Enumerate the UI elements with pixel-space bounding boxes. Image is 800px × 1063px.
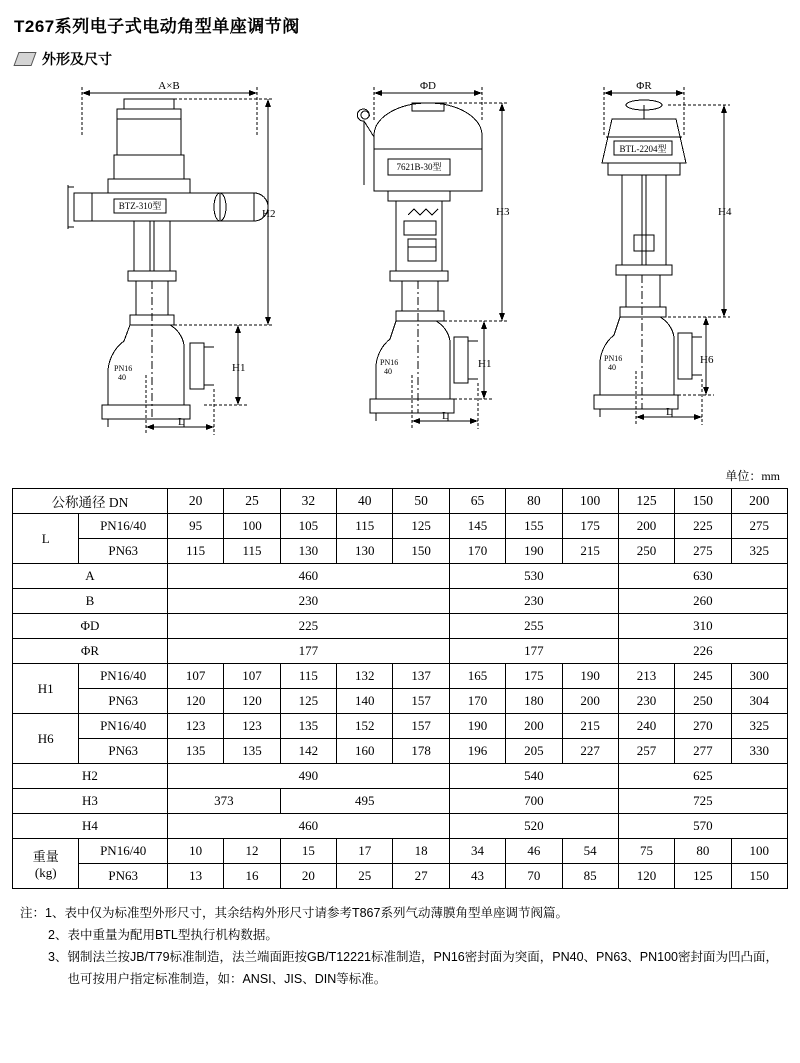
row-sublabel-h6-pn63: PN63 xyxy=(79,739,168,764)
cell-a-group3: 630 xyxy=(618,564,787,589)
cell-l-pn63-80: 190 xyxy=(506,539,562,564)
table-row-h6-pn1640 xyxy=(13,714,788,739)
cell-l-pn1640-80: 155 xyxy=(506,514,562,539)
figure-middle-top-dim: ΦD xyxy=(420,80,436,92)
cell-h1-pn63-125: 230 xyxy=(618,689,674,714)
cell-l-pn63-40: 130 xyxy=(337,539,393,564)
cell-l-pn63-20: 115 xyxy=(167,539,223,564)
cell-weight-pn63-25: 16 xyxy=(224,864,280,889)
cell-l-pn1640-200: 275 xyxy=(731,514,787,539)
row-label-l: L xyxy=(13,514,79,564)
row-label-weight-line2: (kg) xyxy=(34,865,57,880)
cell-h6-pn1640-40: 152 xyxy=(337,714,393,739)
row-label-h1: H1 xyxy=(13,664,79,714)
cell-h1-pn1640-65: 165 xyxy=(449,664,505,689)
row-label-phid: ΦD xyxy=(13,614,168,639)
figure-left-actuator-label: BTZ-310型 xyxy=(118,201,162,211)
cell-h6-pn1640-32: 135 xyxy=(280,714,336,739)
drawings-area xyxy=(12,75,788,465)
cell-h1-pn1640-20: 107 xyxy=(167,664,223,689)
table-header-dn-65: 65 xyxy=(449,489,505,514)
table-header-dn-25: 25 xyxy=(224,489,280,514)
cell-h1-pn63-200: 304 xyxy=(731,689,787,714)
cell-h6-pn63-80: 205 xyxy=(506,739,562,764)
row-label-b: B xyxy=(13,589,168,614)
cell-weight-pn1640-65: 34 xyxy=(449,839,505,864)
table-header-row xyxy=(13,489,788,514)
specifications-table xyxy=(12,488,788,889)
table-header-dn-20: 20 xyxy=(167,489,223,514)
cell-b-group2: 230 xyxy=(449,589,618,614)
table-row-h6-pn63 xyxy=(13,739,788,764)
cell-weight-pn1640-80: 46 xyxy=(506,839,562,864)
cell-weight-pn1640-100: 54 xyxy=(562,839,618,864)
table-row-h1-pn1640 xyxy=(13,664,788,689)
figure-left-flange-label: PN16 xyxy=(114,364,133,373)
cell-h1-pn63-65: 170 xyxy=(449,689,505,714)
note-number-1: 1、 xyxy=(45,906,65,920)
table-row-h4 xyxy=(13,814,788,839)
figure-left-dim-l: L xyxy=(178,416,185,428)
cell-h6-pn63-100: 227 xyxy=(562,739,618,764)
cell-h6-pn1640-150: 270 xyxy=(675,714,731,739)
cell-l-pn1640-100: 175 xyxy=(562,514,618,539)
row-sublabel-h1-pn63: PN63 xyxy=(79,689,168,714)
section-header xyxy=(16,49,788,69)
cell-h6-pn63-50: 178 xyxy=(393,739,449,764)
cell-weight-pn63-200: 150 xyxy=(731,864,787,889)
figure-left xyxy=(62,75,312,455)
row-sublabel-h6-pn1640: PN16/40 xyxy=(79,714,168,739)
table-row-l-pn63 xyxy=(13,539,788,564)
figure-right-actuator-label: BTL-2204型 xyxy=(619,144,667,154)
figure-middle-dim-h3: H3 xyxy=(496,206,510,218)
cell-h1-pn63-80: 180 xyxy=(506,689,562,714)
table-header-dn-200: 200 xyxy=(731,489,787,514)
cell-h6-pn63-25: 135 xyxy=(224,739,280,764)
figure-left-flange-sub: 40 xyxy=(118,373,126,382)
figure-right-dim-l: L xyxy=(666,406,673,418)
cell-h6-pn63-65: 196 xyxy=(449,739,505,764)
cell-h4-group1: 460 xyxy=(167,814,449,839)
cell-weight-pn1640-20: 10 xyxy=(167,839,223,864)
cell-h6-pn63-32: 142 xyxy=(280,739,336,764)
cell-weight-pn63-125: 120 xyxy=(618,864,674,889)
cell-h1-pn1640-25: 107 xyxy=(224,664,280,689)
row-label-h4: H4 xyxy=(13,814,168,839)
cell-l-pn1640-150: 225 xyxy=(675,514,731,539)
cell-l-pn63-125: 250 xyxy=(618,539,674,564)
cell-b-group3: 260 xyxy=(618,589,787,614)
cell-h6-pn1640-200: 325 xyxy=(731,714,787,739)
cell-h6-pn63-150: 277 xyxy=(675,739,731,764)
cell-h1-pn63-32: 125 xyxy=(280,689,336,714)
cell-l-pn1640-125: 200 xyxy=(618,514,674,539)
cell-h3-group1: 373 xyxy=(167,789,280,814)
page-title: T267系列电子式电动角型单座调节阀 xyxy=(14,17,300,36)
cell-h6-pn63-20: 135 xyxy=(167,739,223,764)
cell-h1-pn1640-100: 190 xyxy=(562,664,618,689)
table-header-dn-40: 40 xyxy=(337,489,393,514)
cell-h1-pn63-40: 140 xyxy=(337,689,393,714)
table-header-dn-100: 100 xyxy=(562,489,618,514)
cell-h3-group2: 495 xyxy=(280,789,449,814)
cell-h6-pn1640-100: 215 xyxy=(562,714,618,739)
cell-h6-pn1640-25: 123 xyxy=(224,714,280,739)
cell-h1-pn1640-125: 213 xyxy=(618,664,674,689)
cell-h6-pn1640-50: 157 xyxy=(393,714,449,739)
cell-h4-group2: 520 xyxy=(449,814,618,839)
cell-phir-group3: 226 xyxy=(618,639,787,664)
cell-h2-group1: 490 xyxy=(167,764,449,789)
cell-l-pn1640-50: 125 xyxy=(393,514,449,539)
row-label-weight-line1: 重量 xyxy=(32,849,59,864)
figure-right-flange-label: PN16 xyxy=(604,354,623,363)
table-row-b xyxy=(13,589,788,614)
note-text-1: 表中仅为标准型外形尺寸，其余结构外形尺寸请参考T867系列气动薄膜角型单座调节阀篇。 xyxy=(64,906,568,920)
cell-phid-group3: 310 xyxy=(618,614,787,639)
cell-l-pn1640-65: 145 xyxy=(449,514,505,539)
cell-weight-pn1640-25: 12 xyxy=(224,839,280,864)
cell-l-pn1640-40: 115 xyxy=(337,514,393,539)
row-label-h6: H6 xyxy=(13,714,79,764)
figure-left-dim-h1: H1 xyxy=(232,362,246,374)
figure-right-top-dim: ΦR xyxy=(636,80,652,92)
unit-label: 单位： xyxy=(725,469,762,483)
note-number-2: 2、 xyxy=(48,927,68,942)
table-header-dn-32: 32 xyxy=(280,489,336,514)
row-label-h3: H3 xyxy=(13,789,168,814)
cell-weight-pn1640-32: 15 xyxy=(280,839,336,864)
cell-weight-pn63-80: 70 xyxy=(506,864,562,889)
cell-h2-group3: 625 xyxy=(618,764,787,789)
table-row-weight-pn1640 xyxy=(13,839,788,864)
table-row-l-pn1640 xyxy=(13,514,788,539)
notes-block xyxy=(20,903,780,991)
cell-h3-group3: 700 xyxy=(449,789,618,814)
cell-h1-pn63-150: 250 xyxy=(675,689,731,714)
cell-h1-pn1640-50: 137 xyxy=(393,664,449,689)
table-row-h3 xyxy=(13,789,788,814)
cell-weight-pn1640-40: 17 xyxy=(337,839,393,864)
table-row-h2 xyxy=(13,764,788,789)
table-header-dn-80: 80 xyxy=(506,489,562,514)
cell-weight-pn63-32: 20 xyxy=(280,864,336,889)
cell-weight-pn63-40: 25 xyxy=(337,864,393,889)
cell-weight-pn1640-50: 18 xyxy=(393,839,449,864)
cell-l-pn63-100: 215 xyxy=(562,539,618,564)
figure-right-flange-sub: 40 xyxy=(608,363,616,372)
cell-weight-pn63-65: 43 xyxy=(449,864,505,889)
note-prefix: 注： xyxy=(20,906,46,920)
figure-left-dim-h2: H2 xyxy=(262,208,276,220)
cell-weight-pn63-150: 125 xyxy=(675,864,731,889)
cell-h6-pn1640-65: 190 xyxy=(449,714,505,739)
note-number-3: 3、 xyxy=(48,949,68,964)
cell-h4-group3: 570 xyxy=(618,814,787,839)
cell-a-group1: 460 xyxy=(167,564,449,589)
cell-weight-pn1640-125: 75 xyxy=(618,839,674,864)
cell-h1-pn63-100: 200 xyxy=(562,689,618,714)
note-item-1 xyxy=(20,903,780,925)
cell-phir-group2: 177 xyxy=(449,639,618,664)
figure-middle-flange-sub: 40 xyxy=(384,367,392,376)
cell-h1-pn1640-40: 132 xyxy=(337,664,393,689)
cell-weight-pn63-50: 27 xyxy=(393,864,449,889)
cell-h1-pn63-20: 120 xyxy=(167,689,223,714)
table-row-phid xyxy=(13,614,788,639)
cell-l-pn1640-20: 95 xyxy=(167,514,223,539)
row-sublabel-l-pn63: PN63 xyxy=(79,539,168,564)
cell-a-group2: 530 xyxy=(449,564,618,589)
figure-right-dim-h4: H4 xyxy=(718,206,732,218)
figure-middle-dim-h1: H1 xyxy=(478,358,492,370)
table-header-dn-50: 50 xyxy=(393,489,449,514)
cell-l-pn63-50: 150 xyxy=(393,539,449,564)
row-label-a: A xyxy=(13,564,168,589)
section-title: 外形及尺寸 xyxy=(42,51,112,67)
cell-h1-pn63-25: 120 xyxy=(224,689,280,714)
row-label-h2: H2 xyxy=(13,764,168,789)
cell-h6-pn63-125: 257 xyxy=(618,739,674,764)
cell-h3-group4: 725 xyxy=(618,789,787,814)
cell-l-pn1640-25: 100 xyxy=(224,514,280,539)
cell-h1-pn63-50: 157 xyxy=(393,689,449,714)
figure-middle xyxy=(352,75,532,455)
cell-h6-pn63-200: 330 xyxy=(731,739,787,764)
cell-weight-pn1640-200: 100 xyxy=(731,839,787,864)
row-label-weight xyxy=(13,839,79,889)
cell-weight-pn63-20: 13 xyxy=(167,864,223,889)
cell-l-pn63-32: 130 xyxy=(280,539,336,564)
row-label-phir: ΦR xyxy=(13,639,168,664)
figure-middle-flange-label: PN16 xyxy=(380,358,399,367)
cell-h1-pn1640-200: 300 xyxy=(731,664,787,689)
cell-phir-group1: 177 xyxy=(167,639,449,664)
cell-l-pn63-65: 170 xyxy=(449,539,505,564)
table-row-h1-pn63 xyxy=(13,689,788,714)
cell-h2-group2: 540 xyxy=(449,764,618,789)
table-header-dn-125: 125 xyxy=(618,489,674,514)
cell-h1-pn1640-80: 175 xyxy=(506,664,562,689)
figure-right-dim-h6: H6 xyxy=(700,354,714,366)
note-text-3: 钢制法兰按JB/T79标准制造，法兰端面距按GB/T12221标准制造，PN16密封面为突面，PN40、PN63、PN100密封面为凹凸面，也可按用户指定标准制造，如：ANSI、JIS、DIN等标准。 xyxy=(67,949,779,986)
row-sublabel-weight-pn63: PN63 xyxy=(79,864,168,889)
figure-middle-actuator-label: 7621B-30型 xyxy=(396,162,442,172)
table-header-dn-150: 150 xyxy=(675,489,731,514)
figure-right xyxy=(572,75,752,455)
note-item-2 xyxy=(20,925,780,947)
figure-middle-dim-l: L xyxy=(442,410,449,422)
row-sublabel-l-pn1640: PN16/40 xyxy=(79,514,168,539)
row-sublabel-h1-pn1640: PN16/40 xyxy=(79,664,168,689)
note-item-3 xyxy=(20,947,780,991)
table-row-phir xyxy=(13,639,788,664)
cell-b-group1: 230 xyxy=(167,589,449,614)
unit-line xyxy=(12,467,780,484)
cell-l-pn63-25: 115 xyxy=(224,539,280,564)
unit-value: mm xyxy=(761,469,780,483)
cell-h1-pn1640-32: 115 xyxy=(280,664,336,689)
cell-phid-group2: 255 xyxy=(449,614,618,639)
cell-phid-group1: 225 xyxy=(167,614,449,639)
table-header-dn: 公称通径 DN xyxy=(13,489,168,514)
table-row-a xyxy=(13,564,788,589)
cell-h1-pn1640-150: 245 xyxy=(675,664,731,689)
cell-h6-pn1640-125: 240 xyxy=(618,714,674,739)
cell-h6-pn1640-80: 200 xyxy=(506,714,562,739)
cell-weight-pn1640-150: 80 xyxy=(675,839,731,864)
cell-l-pn63-200: 325 xyxy=(731,539,787,564)
row-sublabel-weight-pn1640: PN16/40 xyxy=(79,839,168,864)
cell-h6-pn63-40: 160 xyxy=(337,739,393,764)
figure-left-top-dim: A×B xyxy=(158,80,180,92)
note-text-2: 表中重量为配用BTL型执行机构数据。 xyxy=(67,927,278,942)
cell-l-pn1640-32: 105 xyxy=(280,514,336,539)
cell-h6-pn1640-20: 123 xyxy=(167,714,223,739)
paragraph-marker-icon xyxy=(13,52,36,66)
table-row-weight-pn63 xyxy=(13,864,788,889)
cell-l-pn63-150: 275 xyxy=(675,539,731,564)
cell-weight-pn63-100: 85 xyxy=(562,864,618,889)
